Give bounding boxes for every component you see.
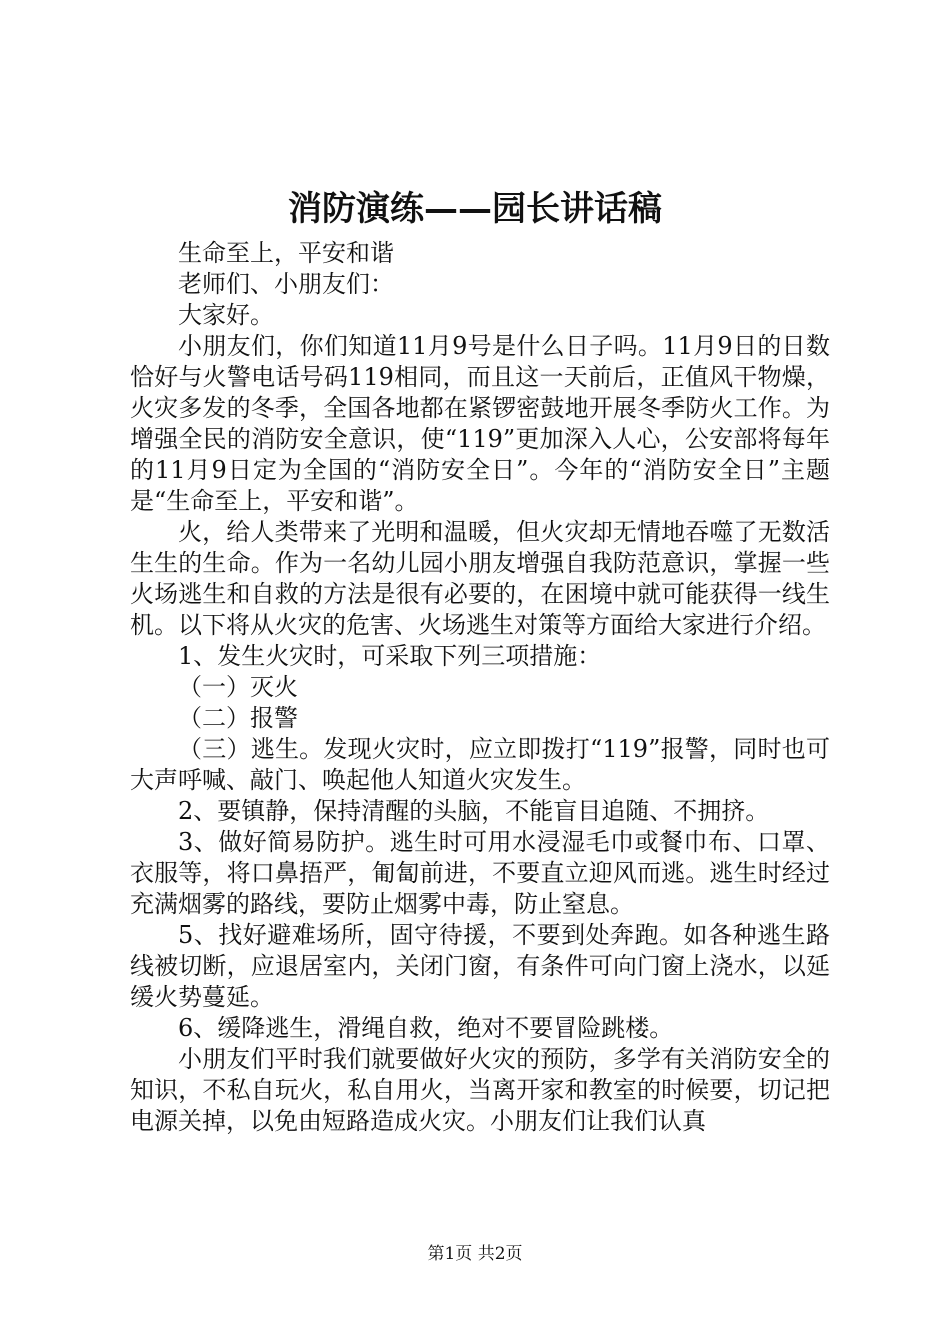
paragraph-item-6: 6、缓降逃生，滑绳自救，绝对不要冒险跳楼。 xyxy=(178,1014,674,1042)
paragraph-item-2: 2、要镇静，保持清醒的头脑，不能盲目追随、不拥挤。 xyxy=(178,797,770,825)
paragraph-intro: 小朋友们，你们知道11月9号是什么日子吗。11月9日的日数恰好与火警电话号码119相同，而且这一天前后，正值风干物燥，火灾多发的冬季，全国各地都在紧锣密鼓地开展冬季防火工作。为增强全民的消防安全意识，使“119”更加深入人心，公安部将每年的11月9日定为全国的“消防安全日”。今年的“消防安全日”主题是“生命至上，平安和谐”。 xyxy=(130,332,830,515)
paragraph-greeting: 大家好。 xyxy=(178,301,274,329)
paragraph-fire-danger: 火，给人类带来了光明和温暖，但火灾却无情地吞噬了无数活生生的生命。作为一名幼儿园小朋友增强自我防范意识，掌握一些火场逃生和自救的方法是很有必要的，在困境中就可能获得一线生机。以下将从火灾的危害、火场逃生对策等方面给大家进行介绍。 xyxy=(130,518,830,639)
paragraph-theme: 生命至上，平安和谐 xyxy=(178,239,394,267)
paragraph-salutation: 老师们、小朋友们： xyxy=(178,270,394,298)
paragraph-measure-2: （二）报警 xyxy=(178,704,298,732)
paragraph-measure-1: （一）灭火 xyxy=(178,673,298,701)
paragraph-measures-heading: 1、发生火灾时，可采取下列三项措施： xyxy=(178,642,602,670)
document-title: 消防演练——园长讲话稿 xyxy=(288,189,662,229)
paragraph-measure-3: （三）逃生。发现火灾时，应立即拨打“119”报警，同时也可大声呼喊、敲门、唤起他人知道火灾发生。 xyxy=(130,735,830,794)
paragraph-item-3: 3、做好简易防护。逃生时可用水浸湿毛巾或餐巾布、口罩、衣服等，将口鼻捂严，匍匐前进，不要直立迎风而逃。逃生时经过充满烟雾的路线，要防止烟雾中毒，防止窒息。 xyxy=(130,828,830,918)
page-footer: 第1页 共2页 xyxy=(427,1244,523,1264)
document-body xyxy=(130,238,830,1137)
paragraph-prevention: 小朋友们平时我们就要做好火灾的预防，多学有关消防安全的知识，不私自玩火，私自用火，当离开家和教室的时候要，切记把电源关掉，以免由短路造成火灾。小朋友们让我们认真 xyxy=(130,1045,830,1135)
paragraph-item-5: 5、找好避难场所，固守待援，不要到处奔跑。如各种逃生路线被切断，应退居室内，关闭门窗，有条件可向门窗上浇水，以延缓火势蔓延。 xyxy=(130,921,830,1011)
